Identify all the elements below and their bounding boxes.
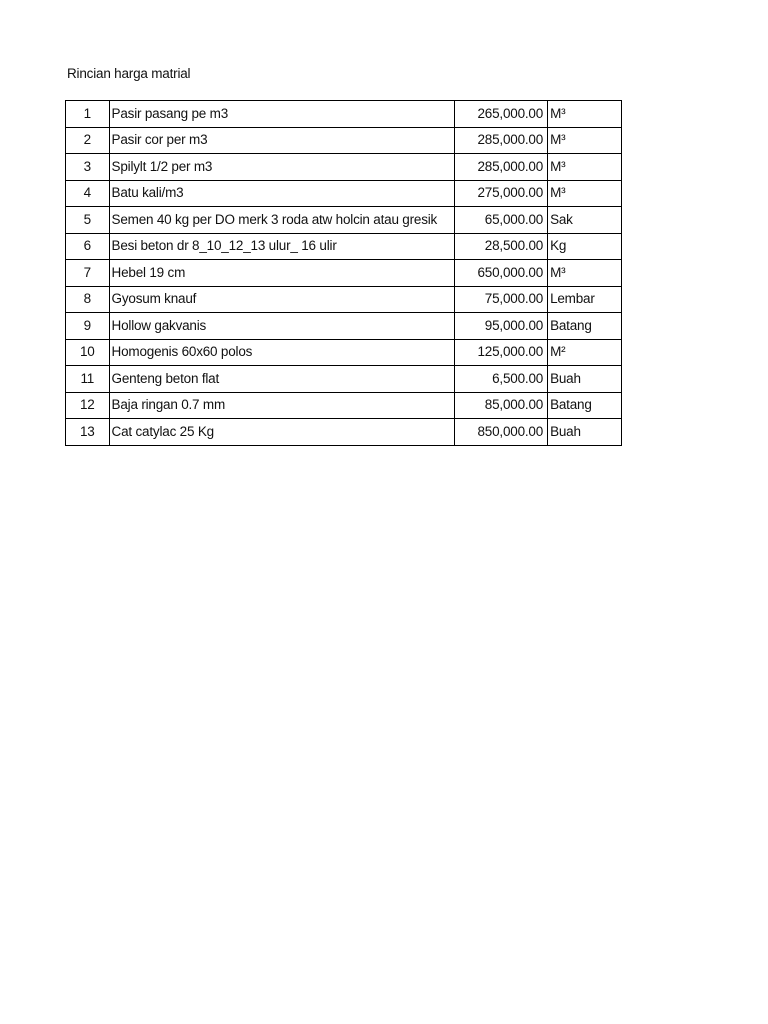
item-name: Pasir pasang pe m3 [109, 101, 454, 128]
row-number: 9 [66, 313, 110, 340]
item-name: Pasir cor per m3 [109, 127, 454, 154]
row-number: 6 [66, 233, 110, 260]
row-number: 7 [66, 260, 110, 287]
table-row [66, 339, 622, 366]
item-unit: M³ [548, 154, 622, 181]
item-price: 85,000.00 [454, 392, 547, 419]
table-row [66, 154, 622, 181]
item-unit: M³ [548, 127, 622, 154]
item-price: 265,000.00 [454, 101, 547, 128]
item-unit: Lembar [548, 286, 622, 313]
row-number: 8 [66, 286, 110, 313]
table-row [66, 313, 622, 340]
item-unit: Buah [548, 419, 622, 446]
item-price: 28,500.00 [454, 233, 547, 260]
item-price: 275,000.00 [454, 180, 547, 207]
document-title: Rincian harga matrial [67, 66, 191, 81]
table-row [66, 286, 622, 313]
item-name: Hollow gakvanis [109, 313, 454, 340]
item-name: Homogenis 60x60 polos [109, 339, 454, 366]
table-row [66, 127, 622, 154]
table-row [66, 207, 622, 234]
item-price: 6,500.00 [454, 366, 547, 393]
row-number: 3 [66, 154, 110, 181]
item-name: Cat catylac 25 Kg [109, 419, 454, 446]
item-price: 65,000.00 [454, 207, 547, 234]
item-price: 285,000.00 [454, 127, 547, 154]
table-row [66, 392, 622, 419]
item-name: Besi beton dr 8_10_12_13 ulur_ 16 ulir [109, 233, 454, 260]
item-name: Batu kali/m3 [109, 180, 454, 207]
item-price: 285,000.00 [454, 154, 547, 181]
item-price: 95,000.00 [454, 313, 547, 340]
row-number: 1 [66, 101, 110, 128]
table-row [66, 101, 622, 128]
item-name: Baja ringan 0.7 mm [109, 392, 454, 419]
table-row [66, 233, 622, 260]
row-number: 2 [66, 127, 110, 154]
table-body [66, 101, 622, 446]
item-price: 75,000.00 [454, 286, 547, 313]
row-number: 11 [66, 366, 110, 393]
item-name: Hebel 19 cm [109, 260, 454, 287]
row-number: 5 [66, 207, 110, 234]
item-price: 850,000.00 [454, 419, 547, 446]
item-unit: Batang [548, 313, 622, 340]
item-unit: M³ [548, 101, 622, 128]
table-row [66, 419, 622, 446]
item-price: 125,000.00 [454, 339, 547, 366]
item-name: Spilylt 1/2 per m3 [109, 154, 454, 181]
row-number: 13 [66, 419, 110, 446]
item-unit: M² [548, 339, 622, 366]
row-number: 4 [66, 180, 110, 207]
item-price: 650,000.00 [454, 260, 547, 287]
table-row [66, 180, 622, 207]
item-name: Gyosum knauf [109, 286, 454, 313]
item-name: Genteng beton flat [109, 366, 454, 393]
row-number: 12 [66, 392, 110, 419]
item-unit: Buah [548, 366, 622, 393]
item-unit: M³ [548, 260, 622, 287]
material-price-table [65, 100, 622, 446]
table-row [66, 260, 622, 287]
table-row [66, 366, 622, 393]
item-unit: Batang [548, 392, 622, 419]
item-unit: M³ [548, 180, 622, 207]
item-name: Semen 40 kg per DO merk 3 roda atw holcin atau gresik [109, 207, 454, 234]
item-unit: Kg [548, 233, 622, 260]
row-number: 10 [66, 339, 110, 366]
item-unit: Sak [548, 207, 622, 234]
